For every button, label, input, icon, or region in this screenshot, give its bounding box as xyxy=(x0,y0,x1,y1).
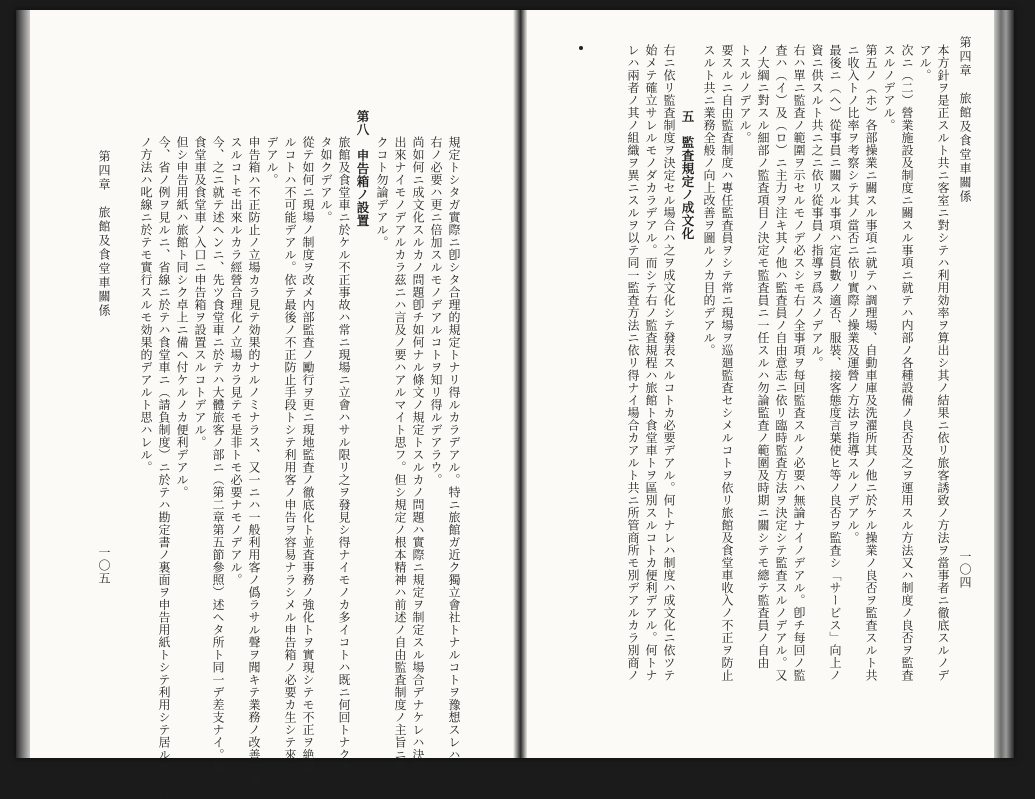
column: 資ニ供スルト共ニ之ニ依リ從事員ノ指導ヲ爲スノデアル。 xyxy=(810,44,824,369)
column: 右ノ必要ハ更ニ倍加スルモノデアルコトヲ知リ得ルデアラウ。 xyxy=(429,136,443,486)
column: 本方針ヲ是正スルト共ニ客室ニ對シテハ利用効率ヲ算出シ其ノ結果ニ依リ旅客誘致ノ方法ヲ當事者ニ徹底スルノデ xyxy=(936,44,950,682)
column: 規定トシタガ實際ニ卽シタ合理的規定トナリ得ルカラデアル。特ニ旅館ガ近ク獨立會社トナルコトヲ豫想スレハ xyxy=(447,136,461,761)
column: 次ニ（二）營業施設及制度ニ關スル事項ニ就テハ内部ノ各種設備ノ良否及之ヲ運用スル方法又ハ制度ノ良否ヲ監査 xyxy=(900,44,914,682)
column: 今、省ノ例ヲ見ルニ、省線ニ於テハ食堂車ニ（請負制度）ニ於テハ勘定書ノ裏面ヲ申告用紙トシテ利用シテ居ルカ、此 xyxy=(157,136,171,799)
column: 旅館及食堂車ニ於ケル不正事故ハ常ニ現場ニ立會ハサル限リ之ヲ發見シ得ナイモノカ多イコトハ既ニ何回トナク述ヘ xyxy=(337,136,351,786)
column: 尚如何ニ成文化スルカノ問題卽チ如何ナル條文ノ規定トスルカノ問題ハ實際ニ規定ヲ制定スル場合デナケレハ決定 xyxy=(411,136,425,774)
column: 要スルニ自由監査制度ハ專任監査員ヲシテ常ニ現場ヲ巡廻監査セシメルコトヲ依リ旅館及食堂車收入ノ不正ヲ防止 xyxy=(720,44,734,682)
ink-dot xyxy=(579,46,583,50)
running-header: 第四章 旅館及食堂車關係 xyxy=(97,150,111,318)
column: スルト共ニ業務全般ノ向上改善ヲ圖ルノカ目的デアル。 xyxy=(702,44,716,357)
column: 申告箱ハ不正防止ノ立場カラ見テ効果的ナルノミナラス、又一ニハ一般利用客ノ僞ラサル聲ヲ聞キテ業務ノ改善ニ資 xyxy=(247,136,261,786)
left-page xyxy=(34,10,510,799)
column: 最後ニ（ヘ）從事員ニ關スル事項ハ定員數ノ適否、服裝、接客態度言葉使ヒ等ノ良否ヲ監査シ「サービス」向上ノ xyxy=(828,44,842,682)
section-heading: 第八 申告箱ノ設置 xyxy=(355,110,370,227)
book-gutter xyxy=(513,10,527,758)
column: 今、之ニ就テ述ヘンニ、先ツ食堂車ニ於テハ大體旅客ノ部ニ（第二章第五節參照）述ヘタ所ト同一デ差支ナイ。卽チ xyxy=(211,136,225,786)
section-heading: 五 監査規定ノ成文化 xyxy=(680,110,695,240)
right-book-edge xyxy=(994,10,1014,758)
column: ルコトハ不可能デアル。依テ最後ノ不正防止手段トシテ利用客ノ申告ヲ容易ナラシメル申告箱ノ必要カ生シテ來ルノ xyxy=(283,136,297,786)
column: スルコトモ出來ルカラ經營合理化ノ立場カラ見テモ是非トモ必要ナモノデアル。 xyxy=(229,136,243,586)
right-page xyxy=(531,10,993,758)
column: クコト勿論デアル。 xyxy=(375,136,389,249)
column: スルノデアル。 xyxy=(882,44,896,132)
column: ニ收入トノ比率ヲ考察シテ其ノ當否ニ依リ實際ノ操業及運營ノ方法ヲ指導スルノデアル。 xyxy=(846,44,860,544)
book-spread xyxy=(16,10,1014,799)
column: レハ兩者ノ其ノ組織ヲ異ニスルヲ以テ同一監査方法ニ依リ得ナイ場合カアルト共ニ所管商所モ別デアルカラ別商ノ xyxy=(626,44,640,682)
column: 査ハ（イ）及（ロ）ニ主力ヲ注キ其ノ他ハ監査員ノ自由意志ニ依リ臨時監査方法ヲ決定シテ監査スルノデアル。又 xyxy=(774,44,788,682)
column: 右ハ單ニ監査ノ範圍ヲ示セルモノデ必スシモ右ノ全事項ヲ每回監査スルノ必要ハ無論ナイノデアル。卽チ每回ノ監 xyxy=(792,44,806,682)
column: ノ方法ハ叱線ニ於テモ實行スルモ効果的デアルト思ハレル。 xyxy=(139,136,153,474)
column: アル。 xyxy=(918,44,932,82)
column: デアル。 xyxy=(265,136,279,186)
column: 始メテ確立サレルモノダカラデアル。而シテ右ノ監査規程ハ旅館ト食堂車トヲ區別スルコトカ便利デアル。何トナ xyxy=(644,44,658,682)
column: 食堂車及食堂車ノ入口ニ申告箱ヲ設置スルコトデアル。 xyxy=(193,136,207,449)
column: トスルノデアル。 xyxy=(738,44,752,144)
column: 出來ナイモノデアルカラ茲ニハ言及ノ要ハアルマイト思フ。但シ規定ノ根本精神ハ前述ノ自由監査制度ノ主旨ニ基 xyxy=(393,136,407,774)
column: 第五ノ（ホ）各部操業ニ關スル事項ニ就テハ調理場、自動車庫及洗濯所其ノ他ニ於ケル操業ノ良否ヲ監査スルト共 xyxy=(864,44,878,682)
column: ノ大綱ニ對スル細部ノ監査項目ノ決定モ監査員ニ一任スルハ勿論監査ノ範圍及時期ニ關シテモ總テ監査員ノ自由 xyxy=(756,44,770,669)
page-number: 一〇四 xyxy=(958,550,972,589)
column: 右ニ依リ監査制度ヲ決定セル場合ハ之ヲ成文化シテ發表スルコトカ必要デアル。何トナレハ制度ハ成文化ニ依ツテ xyxy=(662,44,676,682)
column: 從テ如何ニ現場ノ制度ヲ改メ内部監査ノ勵行ヲ更ニ現地監査ノ徹底化ト並査事務ノ強化トヲ實現シテモ不正ヲ絶滅ス xyxy=(301,136,315,786)
running-header: 第四章 旅館及食堂車關係 xyxy=(958,36,972,204)
column: タ如クデアル。 xyxy=(319,136,333,224)
page-number: 一〇五 xyxy=(97,546,111,585)
column: 但シ申告用紙ハ旅館ト同シク卓上ニ備ヘ付ケルノカ便利デアル。 xyxy=(175,136,189,499)
left-book-edge xyxy=(16,10,30,758)
